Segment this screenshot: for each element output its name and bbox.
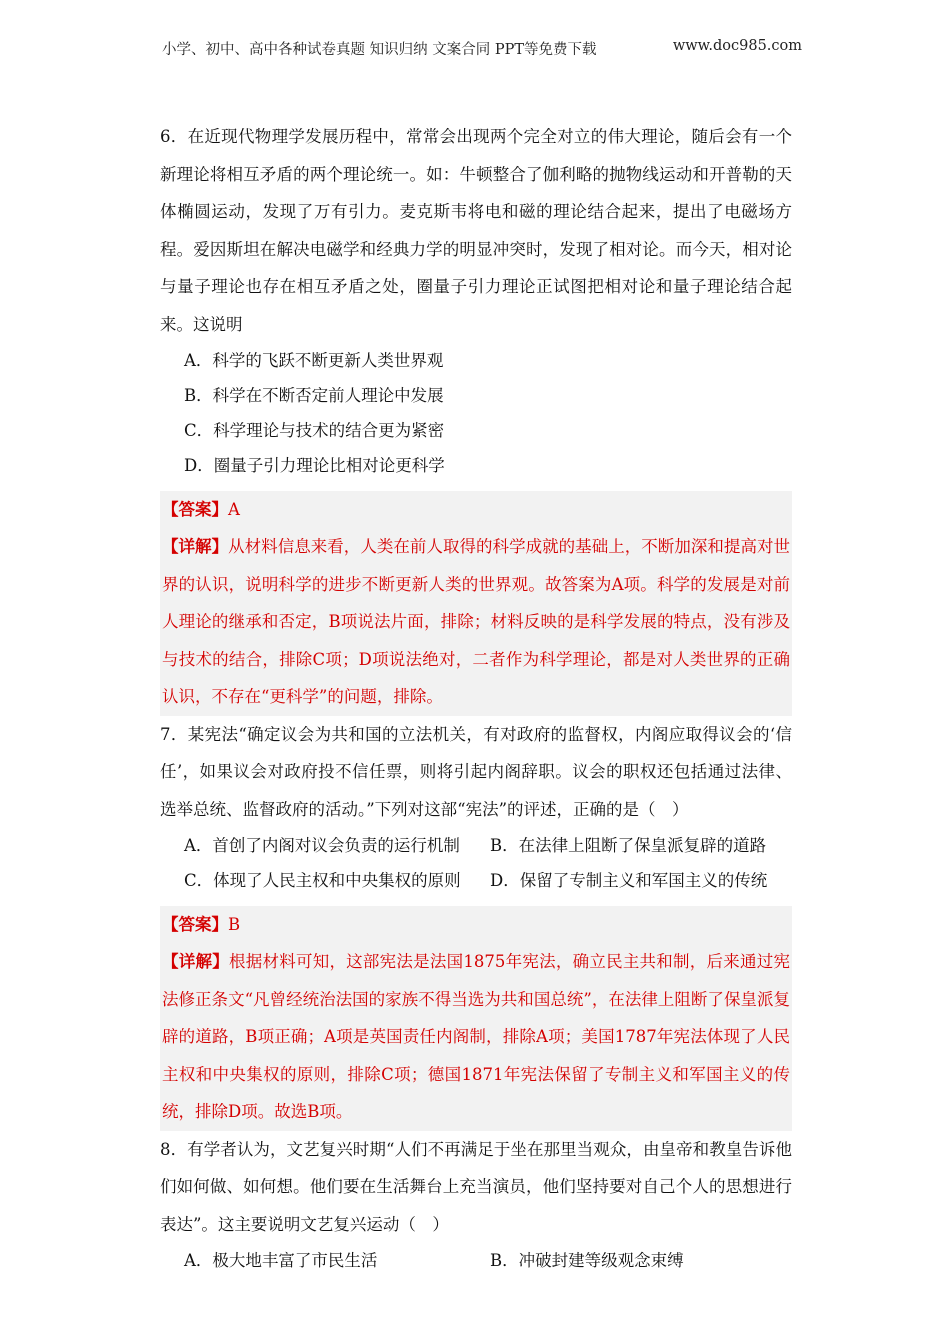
answer-tag: 【答案】 <box>162 915 228 934</box>
answer-value: B <box>228 915 241 934</box>
option-b: B．科学在不断否定前人理论中发展 <box>184 386 444 405</box>
explanation <box>162 528 790 716</box>
option-b: B．冲破封建等级观念束缚 <box>490 1251 684 1270</box>
question-6 <box>160 118 792 716</box>
question-stem: 7．某宪法“确定议会为共和国的立法机关，有对政府的监督权，内阁应取得议会的‘信任’，如果议会对政府投不信任票，则将引起内阁辞职。议会的职权还包括通过法律、选举总统、监督政府的活动。”下列对这部“宪法”的评述，正确的是（ ） <box>160 724 792 819</box>
answer-box <box>160 491 792 716</box>
option-b: B．在法律上阻断了保皇派复辟的道路 <box>490 836 767 855</box>
explain-tag: 【详解】 <box>162 952 229 971</box>
answer-line <box>162 906 790 943</box>
header-left-text: 小学、初中、高中各种试卷真题 知识归纳 文案合同 PPT等免费下载 <box>162 42 597 58</box>
answer-line <box>162 491 790 528</box>
option-a: A．科学的飞跃不断更新人类世界观 <box>184 351 444 370</box>
option-row <box>160 828 792 863</box>
option-d: D．圈量子引力理论比相对论更科学 <box>184 456 445 475</box>
question-stem: 8．有学者认为，文艺复兴时期“人们不再满足于坐在那里当观众，由皇帝和教皇告诉他们如何做、如何想。他们要在生活舞台上充当演员，他们坚持要对自己个人的思想进行表达”。这主要说明文艺复兴运动（ ） <box>160 1139 792 1234</box>
header-url: www.doc985.com <box>672 38 802 54</box>
answer-value: A <box>228 500 240 519</box>
explanation <box>162 943 790 1131</box>
page-header <box>162 38 802 59</box>
question-stem: 6．在近现代物理学发展历程中，常常会出现两个完全对立的伟大理论，随后会有一个新理论将相互矛盾的两个理论统一。如：牛顿整合了伽利略的抛物线运动和开普勒的天体椭圆运动，发现了万有引力。麦克斯韦将电和磁的理论结合起来，提出了电磁场方程。爱因斯坦在解决电磁学和经典力学的明显冲突时，发现了相对论。而今天，相对论与量子理论也存在相互矛盾之处，圈量子引力理论正试图把相对论和量子理论结合起来。这说明 <box>160 127 792 334</box>
option-c: C．科学理论与技术的结合更为紧密 <box>184 421 445 440</box>
option-a: A．首创了内阁对议会负责的运行机制 <box>184 836 460 855</box>
explanation-text: 从材料信息来看，人类在前人取得的科学成就的基础上，不断加深和提高对世界的认识，说明科学的进步不断更新人类的世界观。故答案为A项。科学的发展是对前人理论的继承和否定，B项说法片面，排除；材料反映的是科学发展的特点，没有涉及与技术的结合，排除C项；D项说法绝对，二者作为科学理论，都是对人类世界的正确认识，不存在“更科学”的问题，排除。 <box>162 537 791 706</box>
answer-tag: 【答案】 <box>162 500 228 519</box>
document-body <box>160 118 792 1278</box>
question-7 <box>160 716 792 1131</box>
explain-tag: 【详解】 <box>162 537 229 556</box>
option-c: C．体现了人民主权和中央集权的原则 <box>184 871 461 890</box>
question-8 <box>160 1131 792 1279</box>
option-row <box>160 863 792 898</box>
explanation-text: 根据材料可知，这部宪法是法国1875年宪法，确立民主共和制，后来通过宪法修正条文“凡曾经统治法国的家族不得当选为共和国总统”，在法律上阻断了保皇派复辟的道路，B项正确；A项是英国责任内阁制，排除A项；美国1787年宪法体现了人民主权和中央集权的原则，排除C项；德国1871年宪法保留了专制主义和军国主义的传统，排除D项。故选B项。 <box>162 952 791 1121</box>
option-row <box>160 1243 792 1278</box>
option-a: A．极大地丰富了市民生活 <box>184 1251 378 1270</box>
answer-box <box>160 906 792 1131</box>
option-d: D．保留了专制主义和军国主义的传统 <box>490 871 768 890</box>
